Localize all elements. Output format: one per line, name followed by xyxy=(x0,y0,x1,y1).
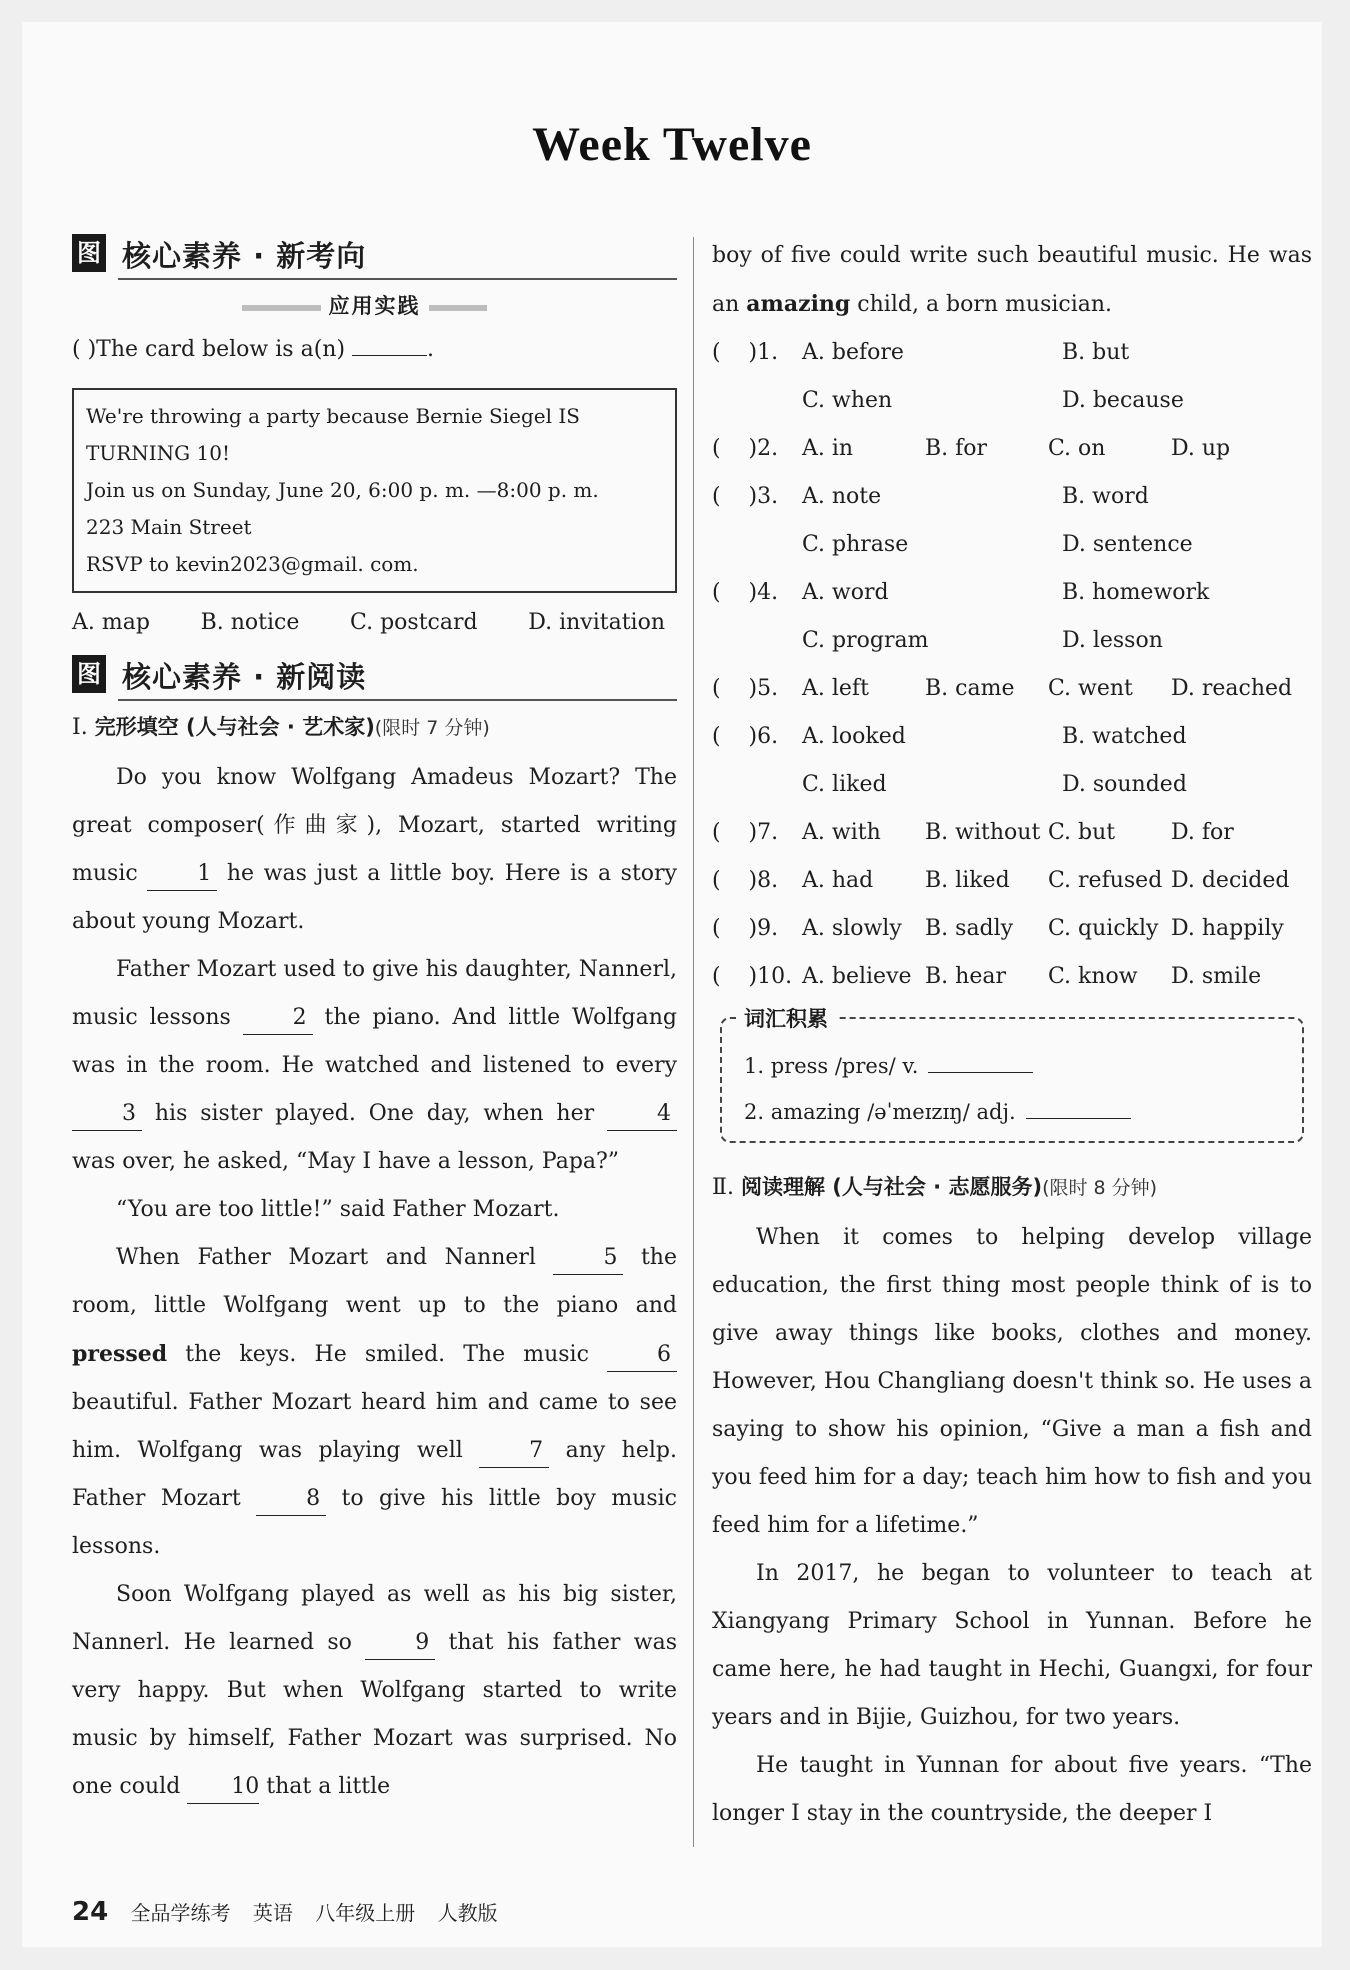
part2-heading: Ⅱ. 阅读理解 (人与社会 · 志愿服务)(限时 8 分钟) xyxy=(712,1175,1158,1200)
option-c[interactable]: C. postcard xyxy=(350,610,478,635)
question-4[interactable]: ( )4. A. word B. homework xyxy=(712,580,1210,605)
cloze-paragraph: “You are too little!” said Father Mozart. xyxy=(116,1197,560,1222)
cloze-blank-9[interactable]: 9 xyxy=(365,1627,435,1660)
cloze-blank-1[interactable]: 1 xyxy=(147,858,217,891)
section-underline xyxy=(118,699,677,701)
vocabulary-title: 词汇积累 xyxy=(736,1003,836,1033)
cloze-blank-7[interactable]: 7 xyxy=(479,1435,549,1468)
subheading-text: 应用实践 xyxy=(321,294,429,318)
cloze-paragraph: Do you know Wolfgang Amadeus Mozart? The great composer(作曲家), Mozart, started writing music 1 he was just a little boy. Here is a story about young Mozart. xyxy=(72,765,677,934)
part1-heading: Ⅰ. 完形填空 (人与社会 · 艺术家)(限时 7 分钟) xyxy=(72,715,490,740)
cloze-blank-5[interactable]: 5 xyxy=(553,1242,623,1275)
vocab-word-pressed: pressed xyxy=(72,1341,168,1367)
card-line: RSVP to kevin2023@gmail. com. xyxy=(86,552,419,576)
worksheet-page xyxy=(22,22,1322,1947)
vocab-word-amazing: amazing xyxy=(746,291,851,317)
right-column xyxy=(712,232,1312,1838)
cloze-paragraph: When Father Mozart and Nannerl 5 the room, little Wolfgang went up to the piano and pressed the keys. He smiled. The music 6 beautiful. Father Mozart heard him and came to see him. Wolfgang was playing well 7 any help. Father Mozart 8 to give his little boy music lessons. xyxy=(72,1234,677,1571)
question-3-cont[interactable]: C. phrase D. sentence xyxy=(802,532,1193,557)
section-title: 核心素养 · 新阅读 xyxy=(122,660,367,694)
reading-paragraph: When it comes to helping develop village education, the first thing most people think of is to give away things like books, clothes and money. However, Hou Changliang doesn't think so. He uses a saying to show his opinion, “Give a man a fish and you feed him for a day; teach him how to fish and you feed him for a lifetime.” xyxy=(712,1225,1312,1538)
page-title: Week Twelve xyxy=(532,118,812,171)
card-line: We're throwing a party because Bernie Siegel IS TURNING 10! xyxy=(86,404,580,465)
vocabulary-box xyxy=(720,1007,1304,1143)
question-6-cont[interactable]: C. liked D. sounded xyxy=(802,772,1187,797)
option-d[interactable]: D. invitation xyxy=(528,610,665,635)
question-9[interactable]: ( )9. A. slowly B. sadly C. quickly D. happily xyxy=(712,916,1284,941)
question-8[interactable]: ( )8. A. had B. liked C. refused D. decided xyxy=(712,868,1290,893)
question-5[interactable]: ( )5. A. left B. came C. went D. reached xyxy=(712,676,1293,701)
page-footer xyxy=(72,1897,514,1927)
section-title: 核心素养 · 新考向 xyxy=(122,239,367,273)
option-a[interactable]: A. map xyxy=(72,610,150,635)
cloze-blank-10[interactable]: 10 xyxy=(187,1771,259,1804)
left-column xyxy=(72,232,677,1811)
footer-grade: 八年级上册 xyxy=(315,1901,416,1925)
section-icon: 图 xyxy=(72,655,106,693)
vocab-blank[interactable] xyxy=(928,1072,1033,1073)
cloze-questions xyxy=(712,329,1312,1001)
invitation-card xyxy=(72,388,677,593)
footer-subject: 英语 xyxy=(252,1901,293,1925)
answer-blank[interactable] xyxy=(352,355,427,356)
reading-paragraph: In 2017, he began to volunteer to teach at Xiangyang Primary School in Yunnan. Before he came here, he had taught in Hechi, Guangxi, for four years and in Bijie, Guizhou, for two years. xyxy=(712,1561,1312,1730)
cloze-blank-8[interactable]: 8 xyxy=(256,1483,326,1516)
cloze-blank-4[interactable]: 4 xyxy=(607,1098,677,1131)
section-header-new-exam xyxy=(72,232,677,280)
option-b[interactable]: B. notice xyxy=(200,610,300,635)
question-3[interactable]: ( )3. A. note B. word xyxy=(712,484,1149,509)
cloze-paragraph: Soon Wolfgang played as well as his big sister, Nannerl. He learned so 9 that his father was very happy. But when Wolfgang started to write music by himself, Father Mozart was surprised. No one could 10 that a little xyxy=(72,1571,677,1811)
vocab-item-press: 1. press /pres/ v. xyxy=(744,1043,1282,1089)
cloze-paragraph-continued: boy of five could write such beautiful music. He was an amazing child, a born musician. xyxy=(712,243,1312,317)
card-question: ( )The card below is a(n) . xyxy=(72,337,435,362)
page-number: 24 xyxy=(72,1897,109,1927)
question-1-cont[interactable]: C. when D. because xyxy=(802,388,1184,413)
reading-paragraph: He taught in Yunnan for about five years. “The longer I stay in the countryside, the deeper I xyxy=(712,1753,1312,1826)
question-4-cont[interactable]: C. program D. lesson xyxy=(802,628,1163,653)
subheading xyxy=(72,280,677,326)
question-7[interactable]: ( )7. A. with B. without C. but D. for xyxy=(712,820,1234,845)
cloze-blank-6[interactable]: 6 xyxy=(607,1339,677,1372)
column-divider xyxy=(693,237,694,1847)
card-options xyxy=(72,601,677,645)
cloze-paragraph: Father Mozart used to give his daughter, Nannerl, music lessons 2 the piano. And little Wolfgang was in the room. He watched and listened to every 3 his sister played. One day, when her 4 was over, he asked, “May I have a lesson, Papa?” xyxy=(72,957,677,1174)
question-1[interactable]: ( )1. A. before B. but xyxy=(712,340,1130,365)
section-icon: 图 xyxy=(72,234,106,272)
vocab-item-amazing: 2. amazing /əˈmeɪzɪŋ/ adj. xyxy=(744,1089,1282,1135)
footer-edition: 人教版 xyxy=(437,1901,498,1925)
question-2[interactable]: ( )2. A. in B. for C. on D. up xyxy=(712,436,1231,461)
cloze-blank-2[interactable]: 2 xyxy=(243,1002,313,1035)
card-line: Join us on Sunday, June 20, 6:00 p. m. —8:00 p. m. xyxy=(86,478,599,502)
vocab-blank[interactable] xyxy=(1026,1118,1131,1119)
question-6[interactable]: ( )6. A. looked B. watched xyxy=(712,724,1187,749)
question-10[interactable]: ( )10. A. believe B. hear C. know D. smile xyxy=(712,964,1262,989)
section-header-new-reading xyxy=(72,653,677,701)
cloze-blank-3[interactable]: 3 xyxy=(72,1098,142,1131)
card-line: 223 Main Street xyxy=(86,515,252,539)
footer-series: 全品学练考 xyxy=(130,1901,231,1925)
